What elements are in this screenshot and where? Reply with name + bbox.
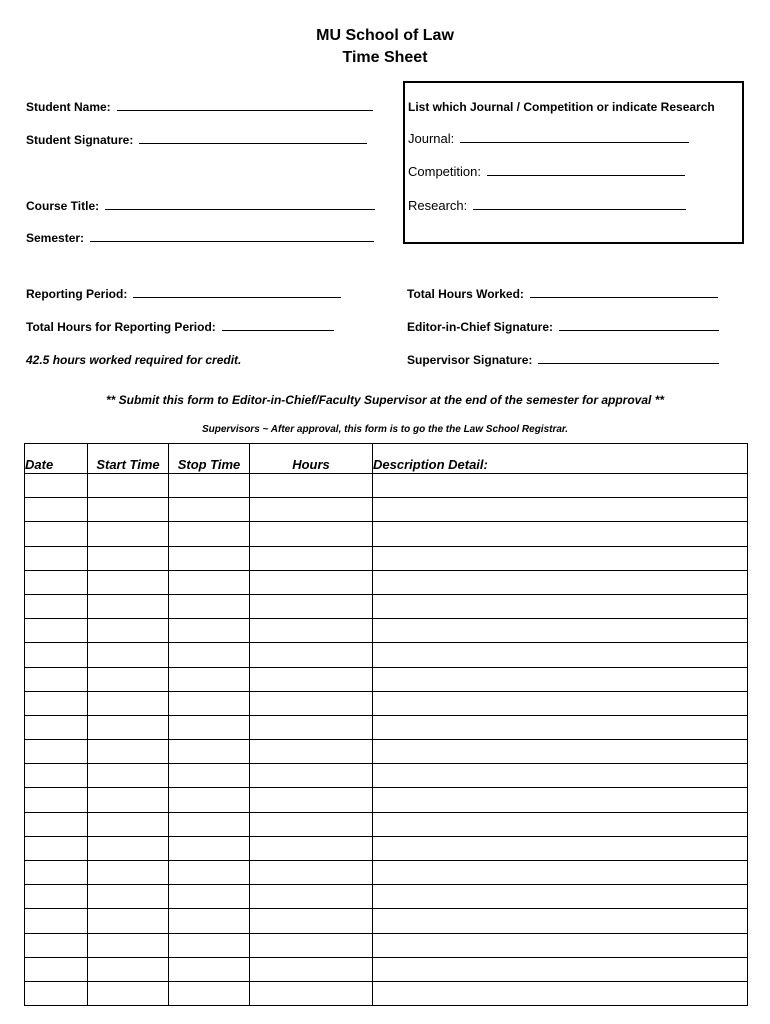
description-cell[interactable]: [373, 522, 748, 546]
description-cell[interactable]: [373, 933, 748, 957]
table-row: [25, 885, 748, 909]
competition-field[interactable]: [487, 164, 685, 176]
description-cell[interactable]: [373, 885, 748, 909]
start-time-cell[interactable]: [88, 667, 169, 691]
stop-time-cell[interactable]: [169, 788, 250, 812]
description-cell[interactable]: [373, 981, 748, 1005]
table-header-row: [25, 444, 748, 474]
hours-cell[interactable]: [250, 740, 373, 764]
column-header-start-time: Start Time: [88, 444, 169, 474]
description-cell[interactable]: [373, 812, 748, 836]
date-cell[interactable]: [25, 667, 88, 691]
stop-time-cell[interactable]: [169, 498, 250, 522]
date-cell[interactable]: [25, 546, 88, 570]
hours-cell[interactable]: [250, 594, 373, 618]
table-row: [25, 594, 748, 618]
research-field[interactable]: [473, 198, 686, 210]
editor-signature-row: [407, 319, 719, 335]
table-row: [25, 522, 748, 546]
hours-cell[interactable]: [250, 885, 373, 909]
hours-cell[interactable]: [250, 619, 373, 643]
reporting-period-field[interactable]: [133, 286, 341, 298]
table-row: [25, 812, 748, 836]
start-time-cell[interactable]: [88, 643, 169, 667]
date-cell[interactable]: [25, 861, 88, 885]
column-header-date: Date: [25, 444, 88, 474]
date-cell[interactable]: [25, 788, 88, 812]
start-time-cell[interactable]: [88, 933, 169, 957]
start-time-cell[interactable]: [88, 909, 169, 933]
table-row: [25, 764, 748, 788]
semester-label: Semester:: [26, 231, 85, 245]
date-cell[interactable]: [25, 570, 88, 594]
date-cell[interactable]: [25, 933, 88, 957]
start-time-cell[interactable]: [88, 546, 169, 570]
stop-time-cell[interactable]: [169, 570, 250, 594]
column-header-stop-time: Stop Time: [169, 444, 250, 474]
start-time-cell[interactable]: [88, 474, 169, 498]
start-time-cell[interactable]: [88, 522, 169, 546]
reporting-period-label: Reporting Period:: [26, 287, 128, 301]
column-header-hours: Hours: [250, 444, 373, 474]
description-cell[interactable]: [373, 691, 748, 715]
date-cell[interactable]: [25, 691, 88, 715]
hours-cell[interactable]: [250, 667, 373, 691]
hours-cell[interactable]: [250, 957, 373, 981]
course-title-field[interactable]: [105, 198, 375, 210]
stop-time-cell[interactable]: [169, 981, 250, 1005]
description-cell[interactable]: [373, 764, 748, 788]
total-hours-worked-field[interactable]: [530, 286, 718, 298]
date-cell[interactable]: [25, 715, 88, 739]
hours-cell[interactable]: [250, 764, 373, 788]
supervisor-signature-label: Supervisor Signature:: [407, 353, 533, 367]
research-row: [408, 198, 686, 214]
stop-time-cell[interactable]: [169, 909, 250, 933]
date-cell[interactable]: [25, 522, 88, 546]
description-cell[interactable]: [373, 861, 748, 885]
date-cell[interactable]: [25, 909, 88, 933]
supervisor-signature-field[interactable]: [538, 352, 719, 364]
stop-time-cell[interactable]: [169, 812, 250, 836]
table-row: [25, 861, 748, 885]
total-hours-worked-label: Total Hours Worked:: [407, 287, 524, 301]
stop-time-cell[interactable]: [169, 546, 250, 570]
description-cell[interactable]: [373, 619, 748, 643]
description-cell[interactable]: [373, 836, 748, 860]
hours-cell[interactable]: [250, 933, 373, 957]
hours-cell[interactable]: [250, 981, 373, 1005]
table-row: [25, 957, 748, 981]
start-time-cell[interactable]: [88, 861, 169, 885]
table-row: [25, 788, 748, 812]
start-time-cell[interactable]: [88, 619, 169, 643]
start-time-cell[interactable]: [88, 812, 169, 836]
description-cell[interactable]: [373, 594, 748, 618]
table-row: [25, 691, 748, 715]
description-cell[interactable]: [373, 667, 748, 691]
stop-time-cell[interactable]: [169, 836, 250, 860]
start-time-cell[interactable]: [88, 715, 169, 739]
stop-time-cell[interactable]: [169, 594, 250, 618]
form-subtitle: Time Sheet: [342, 49, 428, 66]
date-cell[interactable]: [25, 474, 88, 498]
description-cell[interactable]: [373, 957, 748, 981]
start-time-cell[interactable]: [88, 594, 169, 618]
date-cell[interactable]: [25, 812, 88, 836]
description-cell[interactable]: [373, 570, 748, 594]
student-name-field[interactable]: [117, 99, 373, 111]
semester-field[interactable]: [90, 230, 374, 242]
hours-cell[interactable]: [250, 570, 373, 594]
date-cell[interactable]: [25, 885, 88, 909]
time-log-table: [24, 443, 748, 1006]
stop-time-cell[interactable]: [169, 764, 250, 788]
table-row: [25, 981, 748, 1005]
table-row: [25, 570, 748, 594]
table-row: [25, 619, 748, 643]
total-hours-worked-row: [407, 286, 718, 302]
time-log-body: [25, 474, 748, 1006]
start-time-cell[interactable]: [88, 691, 169, 715]
description-cell[interactable]: [373, 546, 748, 570]
date-cell[interactable]: [25, 740, 88, 764]
description-cell[interactable]: [373, 643, 748, 667]
date-cell[interactable]: [25, 836, 88, 860]
stop-time-cell[interactable]: [169, 522, 250, 546]
student-name-label: Student Name:: [26, 100, 111, 114]
hours-cell[interactable]: [250, 498, 373, 522]
research-label: Research:: [408, 198, 468, 213]
table-row: [25, 740, 748, 764]
total-hours-period-row: [26, 319, 334, 335]
reporting-period-row: [26, 286, 341, 302]
student-name-row: [26, 99, 373, 115]
start-time-cell[interactable]: [88, 740, 169, 764]
stop-time-cell[interactable]: [169, 667, 250, 691]
total-hours-period-field[interactable]: [222, 319, 334, 331]
start-time-cell[interactable]: [88, 981, 169, 1005]
competition-row: [408, 164, 685, 180]
journal-row: [408, 131, 689, 147]
stop-time-cell[interactable]: [169, 474, 250, 498]
table-row: [25, 546, 748, 570]
hours-cell[interactable]: [250, 522, 373, 546]
editor-signature-field[interactable]: [559, 319, 719, 331]
stop-time-cell[interactable]: [169, 740, 250, 764]
stop-time-cell[interactable]: [169, 957, 250, 981]
table-row: [25, 643, 748, 667]
start-time-cell[interactable]: [88, 788, 169, 812]
form-title: MU School of Law: [316, 27, 454, 44]
table-row: [25, 909, 748, 933]
stop-time-cell[interactable]: [169, 691, 250, 715]
start-time-cell[interactable]: [88, 885, 169, 909]
editor-signature-label: Editor-in-Chief Signature:: [407, 320, 553, 334]
start-time-cell[interactable]: [88, 764, 169, 788]
hours-cell[interactable]: [250, 546, 373, 570]
date-cell[interactable]: [25, 643, 88, 667]
column-header-description: Description Detail:: [373, 444, 748, 474]
date-cell[interactable]: [25, 981, 88, 1005]
hours-cell[interactable]: [250, 474, 373, 498]
stop-time-cell[interactable]: [169, 885, 250, 909]
competition-label: Competition:: [408, 164, 481, 179]
submit-note: ** Submit this form to Editor-in-Chief/Faculty Supervisor at the end of the semester for approval **: [105, 393, 665, 407]
table-row: [25, 836, 748, 860]
date-cell[interactable]: [25, 594, 88, 618]
hours-cell[interactable]: [250, 643, 373, 667]
table-row: [25, 498, 748, 522]
stop-time-cell[interactable]: [169, 933, 250, 957]
description-cell[interactable]: [373, 740, 748, 764]
description-cell[interactable]: [373, 498, 748, 522]
stop-time-cell[interactable]: [169, 619, 250, 643]
table-row: [25, 474, 748, 498]
student-signature-label: Student Signature:: [26, 133, 134, 147]
stop-time-cell[interactable]: [169, 861, 250, 885]
table-row: [25, 667, 748, 691]
date-cell[interactable]: [25, 498, 88, 522]
stop-time-cell[interactable]: [169, 715, 250, 739]
credit-note: 42.5 hours worked required for credit.: [26, 353, 242, 367]
hours-cell[interactable]: [250, 788, 373, 812]
table-row: [25, 933, 748, 957]
hours-cell[interactable]: [250, 861, 373, 885]
start-time-cell[interactable]: [88, 836, 169, 860]
start-time-cell[interactable]: [88, 498, 169, 522]
date-cell[interactable]: [25, 619, 88, 643]
course-title-row: [26, 198, 375, 214]
course-title-label: Course Title:: [26, 199, 100, 213]
date-cell[interactable]: [25, 764, 88, 788]
journal-box-heading: List which Journal / Competition or indicate Research: [408, 100, 715, 114]
hours-cell[interactable]: [250, 812, 373, 836]
description-cell[interactable]: [373, 474, 748, 498]
journal-label: Journal:: [408, 131, 455, 146]
supervisor-signature-row: [407, 352, 719, 368]
hours-cell[interactable]: [250, 691, 373, 715]
start-time-cell[interactable]: [88, 570, 169, 594]
supervisors-note: Supervisors ~ After approval, this form is to go the the Law School Registrar.: [201, 424, 569, 435]
description-cell[interactable]: [373, 788, 748, 812]
semester-row: [26, 230, 374, 246]
hours-cell[interactable]: [250, 836, 373, 860]
description-cell[interactable]: [373, 715, 748, 739]
hours-cell[interactable]: [250, 715, 373, 739]
date-cell[interactable]: [25, 957, 88, 981]
student-signature-row: [26, 132, 367, 148]
start-time-cell[interactable]: [88, 957, 169, 981]
student-signature-field[interactable]: [139, 132, 367, 144]
description-cell[interactable]: [373, 909, 748, 933]
hours-cell[interactable]: [250, 909, 373, 933]
total-hours-period-label: Total Hours for Reporting Period:: [26, 320, 216, 334]
journal-field[interactable]: [460, 131, 689, 143]
stop-time-cell[interactable]: [169, 643, 250, 667]
table-row: [25, 715, 748, 739]
